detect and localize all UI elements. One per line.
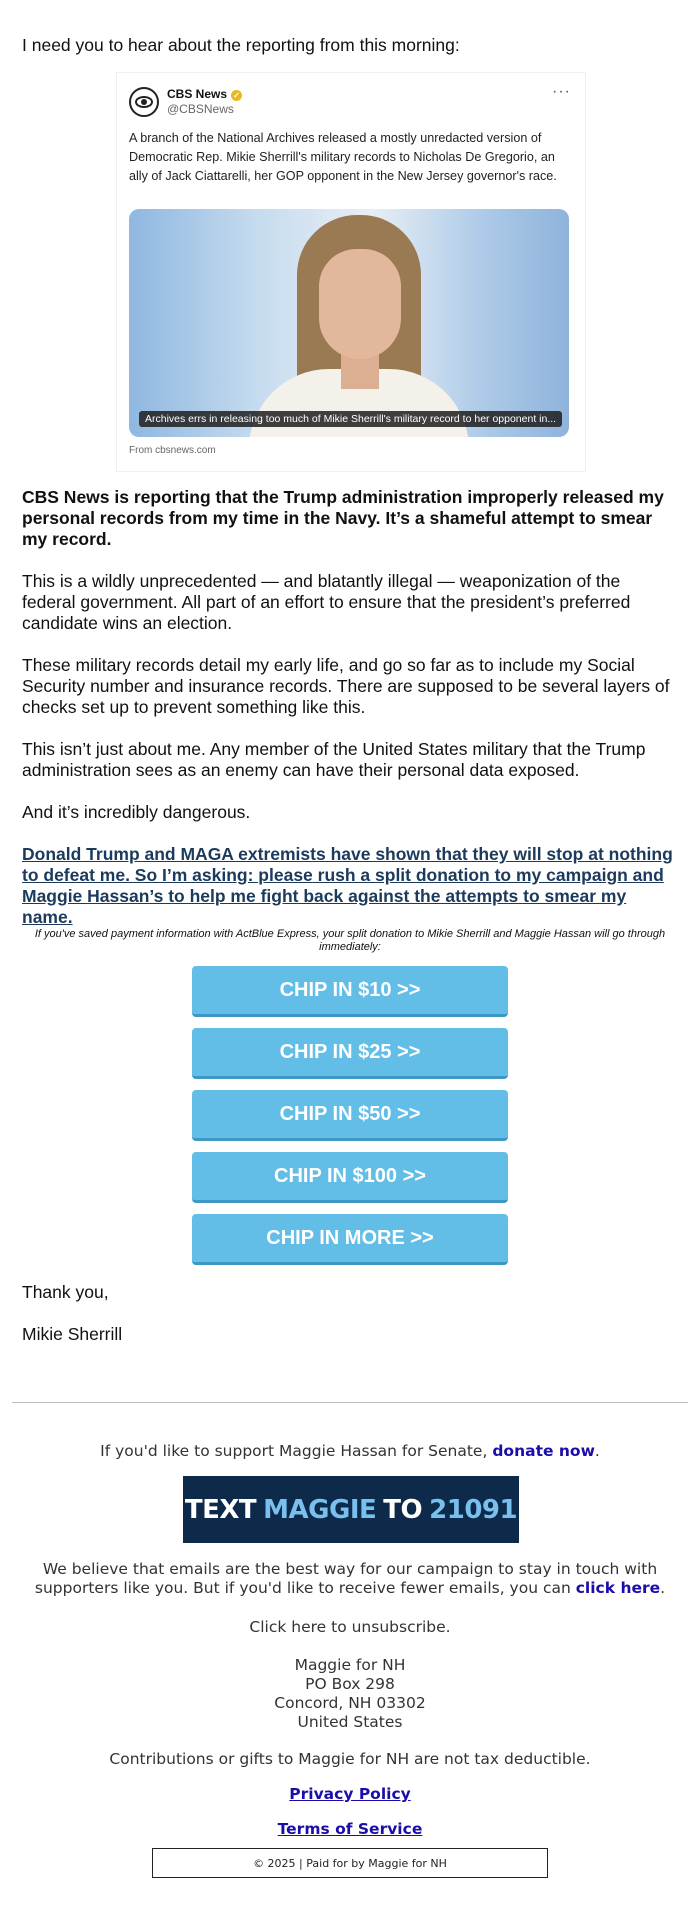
paragraph-5: And it’s incredibly dangerous. xyxy=(22,802,251,822)
actblue-express-note: If you've saved payment information with ActBlue Express, your split donation to Mikie Sherrill and Maggie Hassan will go through immediately: xyxy=(34,928,666,953)
paragraph-4: This isn’t just about me. Any member of the United States military that the Trump administration sees as an enemy can have their personal data exposed. xyxy=(22,739,646,780)
verified-badge-icon: ✓ xyxy=(231,90,242,101)
chip-in-100-button[interactable]: CHIP IN $100 >> xyxy=(192,1152,508,1203)
chip-in-more-button[interactable]: CHIP IN MORE >> xyxy=(192,1214,508,1265)
donate-appeal-link[interactable]: Donald Trump and MAGA extremists have shown that they will stop at nothing to defeat me. So I’m asking: please rush a split donation to my campaign and Maggie Hassan’s to help me fight back against the attempts to smear my name. xyxy=(22,844,673,927)
footer-divider xyxy=(12,1402,688,1403)
intro-text: I need you to hear about the reporting from this morning: xyxy=(22,35,460,55)
chip-in-10-button[interactable]: CHIP IN $10 >> xyxy=(192,966,508,1017)
signoff-thanks: Thank you, xyxy=(22,1282,109,1302)
mailing-address: Maggie for NH PO Box 298 Concord, NH 03302 United States xyxy=(274,1656,426,1731)
paragraph-2: This is a wildly unprecedented — and blatantly illegal — weaponization of the federal government. All part of an effort to ensure that the president’s preferred candidate wins an election. xyxy=(22,571,631,633)
support-line: If you'd like to support Maggie Hassan for Senate, donate now. xyxy=(100,1442,600,1460)
tweet-author-name[interactable]: CBS News ✓ xyxy=(167,87,242,101)
fewer-emails-line: We believe that emails are the best way for our campaign to stay in touch with supporters like you. But if you'd like to receive fewer emails, you can click here. xyxy=(34,1560,666,1597)
terms-of-service-link[interactable]: Terms of Service xyxy=(277,1820,423,1838)
tweet-source[interactable]: From cbsnews.com xyxy=(129,445,216,456)
tweet-author-handle[interactable]: @CBSNews xyxy=(167,102,234,116)
tweet-image[interactable] xyxy=(129,209,569,437)
unsubscribe-link[interactable]: Click here to unsubscribe. xyxy=(249,1618,451,1636)
chip-in-25-button[interactable]: CHIP IN $25 >> xyxy=(192,1028,508,1079)
more-options-icon[interactable]: ··· xyxy=(552,83,571,100)
signoff-name: Mikie Sherrill xyxy=(22,1324,123,1344)
embedded-tweet-card[interactable] xyxy=(116,72,586,472)
text-maggie-banner[interactable]: TEXT MAGGIE TO 21091 xyxy=(183,1476,519,1543)
tax-note: Contributions or gifts to Maggie for NH are not tax deductible. xyxy=(109,1750,591,1768)
tweet-text: A branch of the National Archives released a mostly unredacted version of Democratic Rep. Mikie Sherrill's military records to Nicholas De Gregorio, an ally of Jack Ciattarelli, her GOP opponent in the New Jersey governor's race. xyxy=(129,131,557,183)
lead-paragraph: CBS News is reporting that the Trump administration improperly released my personal records from my time in the Navy. It’s a shameful attempt to smear my record. xyxy=(22,487,664,549)
privacy-policy-link[interactable]: Privacy Policy xyxy=(289,1785,411,1803)
terms-row xyxy=(12,1820,688,1839)
donate-now-link[interactable]: donate now xyxy=(492,1442,595,1460)
privacy-policy-row xyxy=(12,1785,688,1804)
copyright-box: © 2025 | Paid for by Maggie for NH xyxy=(152,1848,548,1878)
tweet-image-caption: Archives errs in releasing too much of Mikie Sherrill's military record to her opponent in... xyxy=(139,411,562,427)
paragraph-3: These military records detail my early life, and go so far as to include my Social Security number and insurance records. There are supposed to be several layers of checks set up to prevent something like this. xyxy=(22,655,670,717)
cbs-eye-logo-icon xyxy=(129,87,159,117)
fewer-emails-link[interactable]: click here xyxy=(575,1579,661,1597)
chip-in-50-button[interactable]: CHIP IN $50 >> xyxy=(192,1090,508,1141)
